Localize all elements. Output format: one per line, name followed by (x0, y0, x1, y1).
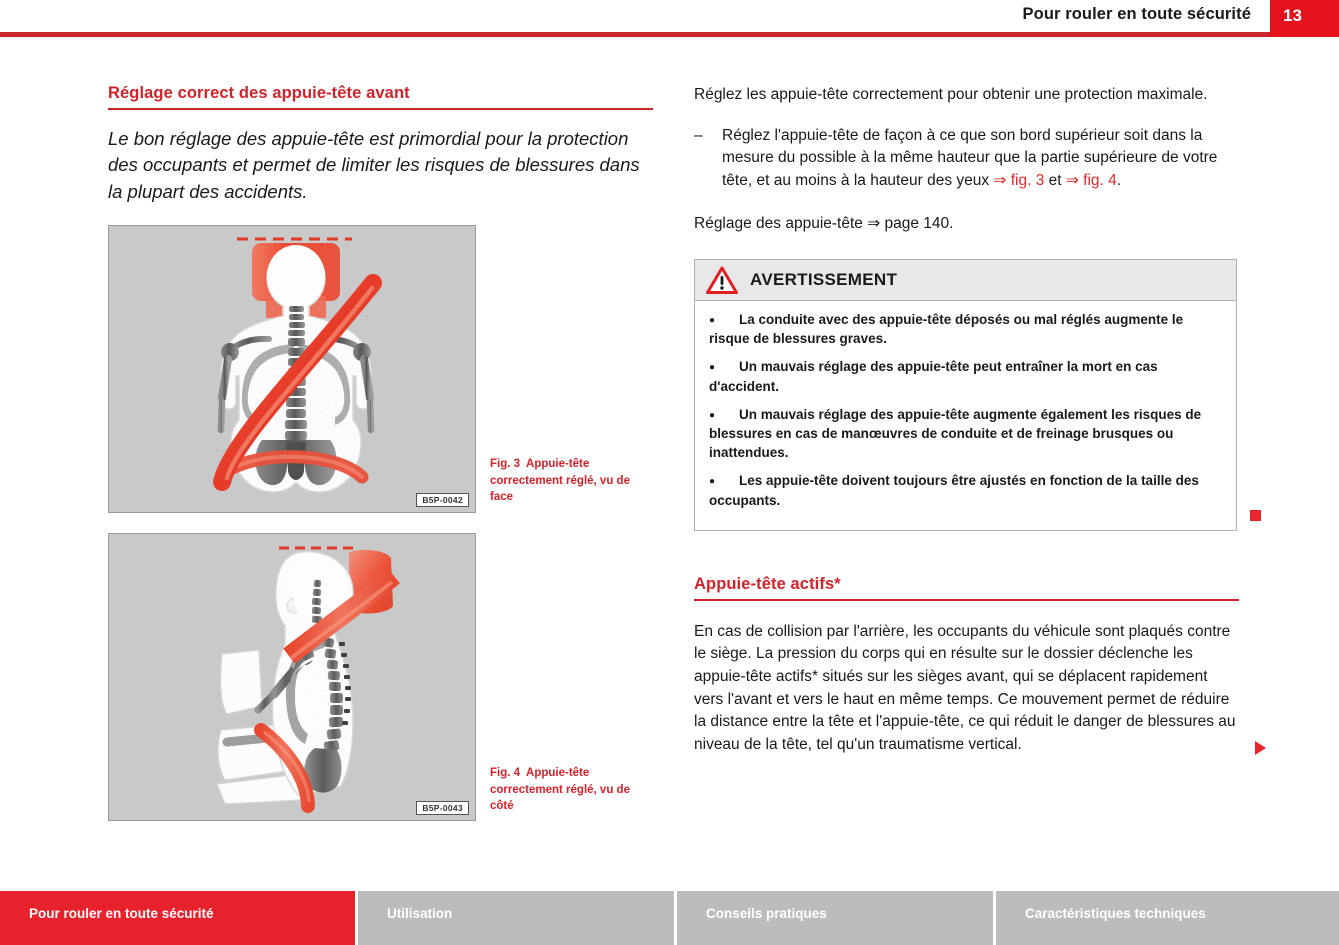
figure-4-code: B5P-0043 (416, 801, 469, 815)
warning-item (709, 357, 1222, 395)
footer-tab-label: Utilisation (387, 906, 453, 921)
page-footer (0, 891, 1339, 945)
dash-item-text (722, 125, 1239, 193)
figure-4-caption (490, 765, 650, 815)
lead-paragraph: Le bon réglage des appuie-tête est primordial pour la protection des occupants et permet de limiter les risques de blessures dans la plupart des accidents. (108, 128, 640, 202)
warning-item (709, 405, 1222, 463)
cross-reference-fig-3[interactable]: ⇒ fig. 3 (993, 171, 1045, 189)
warning-item-text: Un mauvais réglage des appuie-tête augmente également les risques de blessures en cas de manœuvres de conduite et de freinage brusques ou inattendues. (709, 406, 1202, 461)
page-title: Pour rouler en toute sécurité (1022, 5, 1251, 23)
warning-body (695, 301, 1236, 530)
bullet-icon (709, 310, 739, 329)
cross-reference-fig-4[interactable]: ⇒ fig. 4 (1065, 171, 1117, 189)
section-heading-headrest-adjustment: Réglage correct des appuie-tête avant (108, 84, 653, 110)
left-column (108, 84, 653, 205)
figure-3-code: B5P-0042 (416, 493, 469, 507)
dash-text-after: . (1116, 171, 1122, 189)
warning-item (709, 471, 1222, 509)
page-number-block (1270, 0, 1339, 37)
footer-tab-utilisation[interactable] (358, 891, 674, 945)
reference-line: Réglage des appuie-tête ⇒ page 140. (694, 214, 954, 232)
warning-item-text: Les appuie-tête doivent toujours être ajustés en fonction de la taille des occupants. (709, 473, 1199, 508)
header-rule (0, 32, 1270, 37)
front-view-skeleton-illustration (109, 226, 475, 512)
footer-tab-label: Caractéristiques techniques (1025, 906, 1206, 921)
figure-3-image (108, 225, 476, 513)
figure-4-label: Fig. 4 (490, 767, 521, 779)
page-header (0, 0, 1339, 37)
right-column (694, 84, 1239, 756)
section-end-marker (1250, 510, 1261, 521)
warning-box (694, 259, 1237, 531)
warning-item-text: La conduite avec des appuie-tête déposés ou mal réglés augmente le risque de blessures graves. (709, 312, 1184, 347)
warning-item (709, 310, 1222, 348)
figure-3-label: Fig. 3 (490, 458, 521, 470)
dash-text-before: Réglez l'appuie-tête de façon à ce que son bord supérieur soit dans la mesure du possible à la même hauteur que la partie supérieure de votre tête, et au moins à la hauteur des yeux (722, 126, 1218, 189)
footer-tab-caracteristiques[interactable] (996, 891, 1339, 945)
dash-text-between: et (1044, 171, 1066, 189)
bullet-icon (709, 471, 739, 490)
section-active-head-restraints (694, 575, 1239, 757)
warning-title: AVERTISSEMENT (750, 270, 898, 290)
page-number: 13 (1283, 6, 1302, 25)
dash-list-item (694, 125, 1239, 193)
figure-3-caption-text: Appuie-tête correctement réglé, vu de face (490, 458, 630, 504)
footer-tab-label: Conseils pratiques (706, 906, 827, 921)
footer-tab-conseils[interactable] (677, 891, 993, 945)
figure-4-image (108, 533, 476, 821)
section-2-paragraph: En cas de collision par l'arrière, les occupants du véhicule sont plaqués contre le siège. La pression du corps qui en résulte sur le dossier déclenche les appuie-tête actifs* situés sur les sièges avant, qui se déplacent rapidement vers l'avant et vers le haut en même temps. Ce mouvement permet de réduire la distance entre la tête et l'appuie-tête, ce qui réduit le danger de blessures au niveau de la tête, tel qu'un traumatisme vertical. (694, 622, 1236, 753)
dash-marker: – (694, 126, 703, 144)
footer-tab-label: Pour rouler en toute sécurité (29, 906, 214, 921)
bullet-icon (709, 357, 739, 376)
side-view-skeleton-illustration (109, 534, 475, 820)
warning-header (695, 260, 1236, 301)
warning-item-text: Un mauvais réglage des appuie-tête peut entraîner la mort en cas d'accident. (709, 359, 1158, 394)
figure-4-caption-text: Appuie-tête correctement réglé, vu de côté (490, 767, 630, 813)
warning-triangle-icon (706, 266, 738, 294)
footer-tab-safety[interactable] (0, 891, 355, 945)
intro-paragraph: Réglez les appuie-tête correctement pour obtenir une protection maximale. (694, 86, 1208, 103)
bullet-icon (709, 405, 739, 424)
figure-3-caption (490, 456, 650, 506)
section-heading-active-headrests: Appuie-tête actifs* (694, 575, 1239, 601)
continue-arrow-icon (1255, 741, 1266, 755)
